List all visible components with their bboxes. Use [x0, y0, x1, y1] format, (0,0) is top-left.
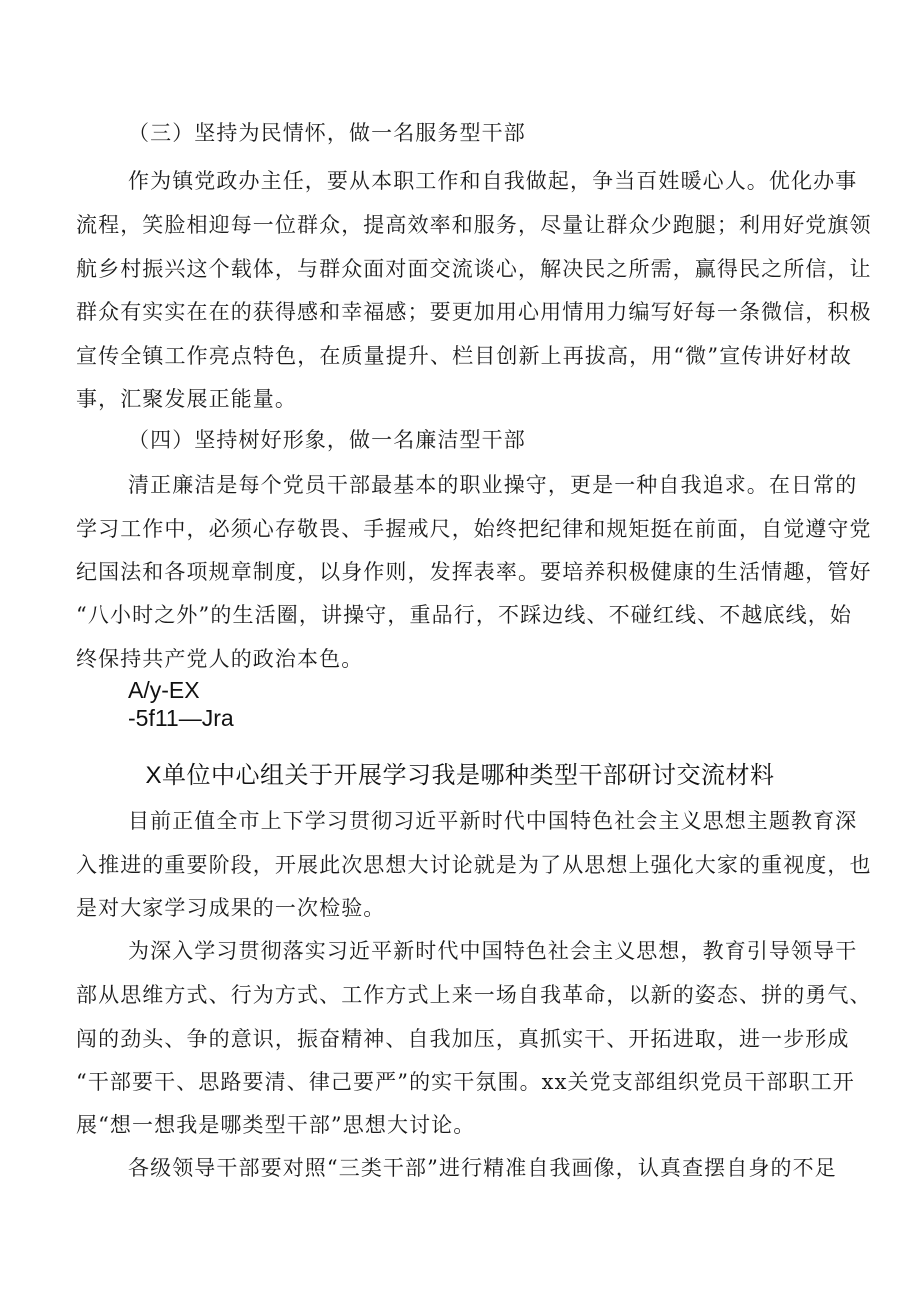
paragraph-line: 清正廉洁是每个党员干部最基本的职业操守，更是一种自我追求。在日常的: [128, 473, 858, 497]
paragraph-line: 部从思维方式、行为方式、工作方式上来一场自我革命，以新的姿态、拼的勇气、: [76, 983, 872, 1007]
paragraph-line: “干部要干、思路要清、律己要严”的实干氛围。xx关党支部组织党员干部职工开: [76, 1070, 855, 1094]
garbled-text-line: -5f11—Jra: [128, 705, 234, 731]
paragraph-line: 展“想一想我是哪类型干部”思想大讨论。: [76, 1113, 476, 1137]
paragraph-line: 闯的劲头、争的意识，振奋精神、自我加压，真抓实干、开拓进取，进一步形成: [76, 1027, 850, 1051]
paragraph-line: 群众有实实在在的获得感和幸福感；要更加用心用情用力编写好每一条微信，积极: [76, 300, 872, 324]
paragraph-line: 学习工作中，必须心存敬畏、手握戒尺，始终把纪律和规矩挺在前面，自觉遵守党: [76, 517, 872, 541]
paragraph-line: 航乡村振兴这个载体，与群众面对面交流谈心，解决民之所需，赢得民之所信，让: [76, 257, 872, 281]
paragraph-line: 宣传全镇工作亮点特色，在质量提升、栏目创新上再拔高，用“微”宣传讲好材故: [76, 344, 852, 368]
paragraph-line: 终保持共产党人的政治本色。: [76, 647, 364, 671]
paragraph-line: 流程，笑脸相迎每一位群众，提高效率和服务，尽量让群众少跑腿；利用好党旗领: [76, 213, 872, 237]
section-heading-3: （三）坚持为民情怀，做一名服务型干部: [128, 121, 526, 145]
paragraph-line: 为深入学习贯彻落实习近平新时代中国特色社会主义思想，教育引导领导干: [128, 939, 858, 963]
paragraph-line: 各级领导干部要对照“三类干部”进行精准自我画像，认真查摆自身的不足: [128, 1156, 837, 1180]
paragraph-line: 入推进的重要阶段，开展此次思想大讨论就是为了从思想上强化大家的重视度，也: [76, 853, 872, 877]
paragraph-line: “八小时之外”的生活圈，讲操守，重品行，不踩边线、不碰红线、不越底线，始: [76, 603, 852, 627]
paragraph-line: 事，汇聚发展正能量。: [76, 387, 297, 411]
paragraph-line: 目前正值全市上下学习贯彻习近平新时代中国特色社会主义思想主题教育深: [128, 809, 858, 833]
paragraph-line: 是对大家学习成果的一次检验。: [76, 896, 386, 920]
section-heading-4: （四）坚持树好形象，做一名廉洁型干部: [128, 428, 526, 452]
paragraph-line: 作为镇党政办主任，要从本职工作和自我做起，争当百姓暖心人。优化办事: [128, 169, 858, 193]
paragraph-line: 纪国法和各项规章制度，以身作则，发挥表率。要培养积极健康的生活情趣，管好: [76, 560, 872, 584]
garbled-text-line: A/y-EX: [128, 677, 200, 703]
document-title: X单位中心组关于开展学习我是哪种类型干部研讨交流材料: [145, 762, 775, 789]
